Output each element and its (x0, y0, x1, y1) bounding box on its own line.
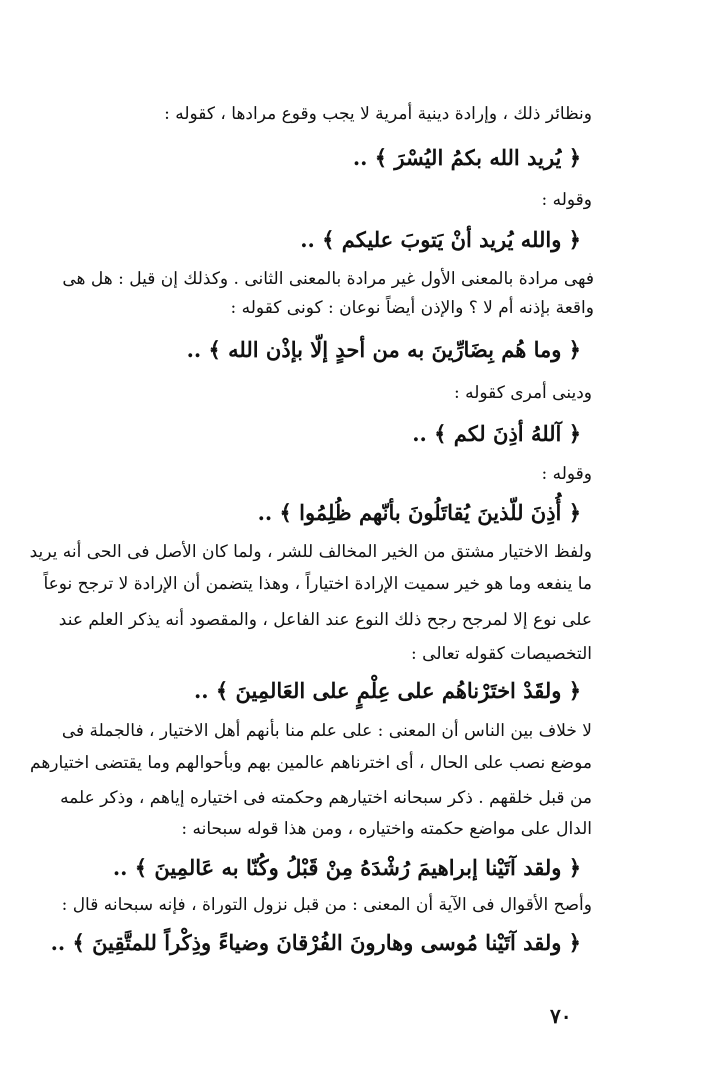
text-line-9: على نوع إلا لمرجح رجح ذلك النوع عند الفاعل ، والمقصود أنه يذكر العلم عند (58, 610, 592, 630)
text-line-4: واقعة بإذنه أم لا ؟ والإذن أيضاً نوعان : كونى كقوله : (230, 298, 594, 318)
quran-verse-1: ﴿ يُريد الله بكمُ اليُسْرَ ﴾ .. (352, 145, 581, 170)
text-line-8: ما ينفعه وما هو خير سميت الإرادة اختياراً ، وهذا يتضمن أن الإرادة لا ترجح نوعاً (43, 574, 592, 594)
text-line-5: ودينى أمرى كقوله : (453, 383, 592, 403)
quran-verse-8: ﴿ ولقد آتَيْنا مُوسى وهارونَ الفُرْقانَ وضياءً وذِكْراً للمتَّقِينَ ﴾ .. (50, 930, 581, 955)
text-line-14: الدال على مواضع حكمته واختياره ، ومن هذا قوله سبحانه : (181, 819, 592, 839)
text-line-2: وقوله : (541, 190, 592, 210)
text-line-1: ونظائر ذلك ، وإرادة دينية أمرية لا يجب وقوع مرادها ، كقوله : (164, 104, 592, 124)
quran-verse-7: ﴿ ولقد آتَيْنا إبراهيمَ رُشْدَهُ مِنْ قَبْلُ وكُنّا به عَالمِينَ ﴾ .. (112, 855, 581, 880)
page-number: ٧٠ (550, 1004, 572, 1028)
text-line-15: وأصح الأقوال فى الآية أن المعنى : من قبل نزول التوراة ، فإنه سبحانه قال : (61, 895, 592, 915)
quran-verse-4: ﴿ آللهُ أذِنَ لكم ﴾ .. (412, 421, 581, 446)
quran-verse-5: ﴿ أُذِنَ للّذينَ يُقاتَلُونَ بأنّهم ظُلِمُوا ﴾ .. (257, 500, 581, 525)
text-line-3: فهى مرادة بالمعنى الأول غير مرادة بالمعنى الثانى . وكذلك إن قيل : هل هى (62, 269, 594, 289)
text-line-11: لا خلاف بين الناس أن المعنى : على علم منا بأنهم أهل الاختيار ، فالجملة فى (61, 721, 592, 741)
quran-verse-2: ﴿ والله يُريد أنْ يَتوبَ عليكم ﴾ .. (300, 227, 581, 252)
quran-verse-3: ﴿ وما هُم بِضَارِّينَ به من أحدٍ إلّا بإذْن الله ﴾ .. (186, 337, 581, 362)
quran-verse-6: ﴿ ولقَدْ اختَرْناهُم على عِلْمٍ على العَالمِينَ ﴾ .. (194, 678, 581, 703)
text-line-6: وقوله : (541, 464, 592, 484)
text-line-7: ولفظ الاختيار مشتق من الخير المخالف للشر ، ولما كان الأصل فى الحى أنه يريد (29, 542, 592, 562)
text-line-12: موضع نصب على الحال ، أى اخترناهم عالمين بهم وبأحوالهم وما يقتضى اختيارهم (30, 753, 592, 773)
text-line-10: التخصيصات كقوله تعالى : (411, 644, 592, 664)
text-line-13: من قبل خلقهم . ذكر سبحانه اختيارهم وحكمته فى اختياره إياهم ، وذكر علمه (60, 788, 592, 808)
